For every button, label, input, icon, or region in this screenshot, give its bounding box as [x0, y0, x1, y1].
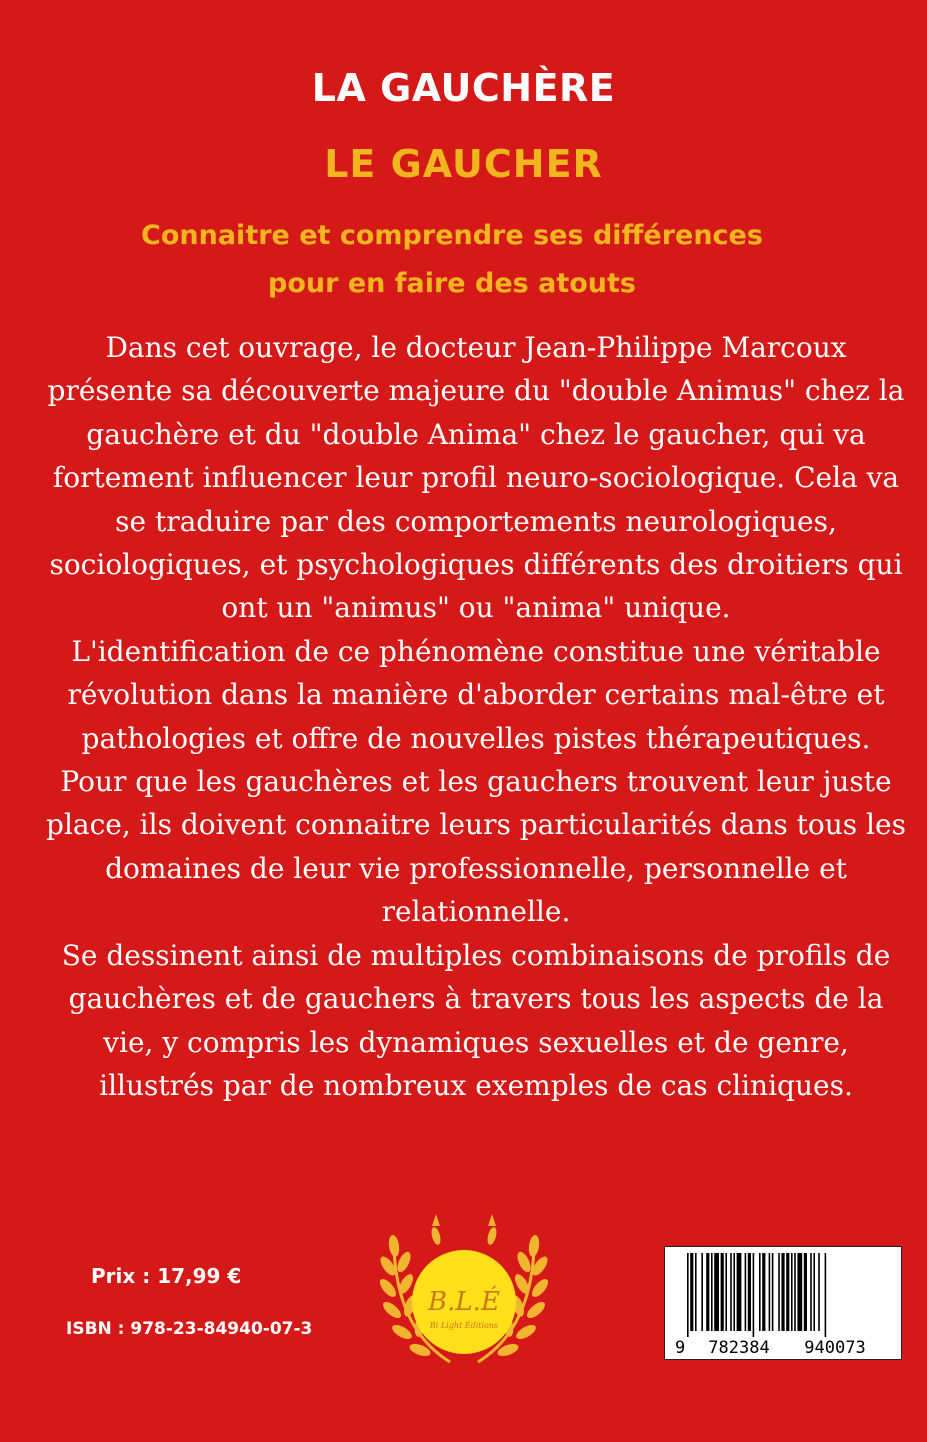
tagline-line-2: pour en faire des atouts [268, 268, 636, 299]
barcode-bar [813, 1253, 815, 1331]
barcode-bar [778, 1253, 780, 1331]
barcode-bar [804, 1253, 807, 1331]
barcode-bar [825, 1253, 827, 1337]
barcode-bar [687, 1253, 689, 1337]
tagline [0, 212, 927, 308]
barcode-bar [695, 1253, 697, 1331]
barcode-bar [753, 1253, 755, 1337]
barcode-bar [781, 1253, 784, 1331]
barcode-bar [714, 1253, 719, 1331]
book-title: LA GAUCHÈRE [311, 66, 616, 110]
description-paragraph-1: Dans cet ouvrage, le docteur Jean-Philippe Marcoux présente sa découverte majeure du "double Animus" chez la gauchère et du "double Anima" chez le gaucher, qui va fortement influencer leur profil neuro-sociologique. Cela va se traduire par des comportements neurologiques, sociologiques, et psychologiques différents des droitiers qui ont un "animus" ou "anima" unique. [47, 331, 905, 625]
barcode-bar [730, 1253, 732, 1331]
barcode-bar [701, 1253, 703, 1331]
barcode-bar [772, 1253, 774, 1331]
barcode-bar [690, 1253, 693, 1331]
barcode-icon [665, 1247, 901, 1359]
isbn-label: ISBN : 978-23-84940-07-3 [66, 1319, 313, 1339]
barcode-bar [711, 1253, 713, 1331]
description [44, 326, 908, 1107]
barcode [664, 1246, 902, 1360]
tagline-line-1: Connaitre et comprendre ses différences [141, 220, 763, 251]
barcode-bar [733, 1253, 735, 1331]
price-label: Prix : 17,99 € [91, 1264, 242, 1288]
barcode-bar [745, 1253, 747, 1331]
barcode-bar [737, 1253, 742, 1331]
barcode-bar [769, 1253, 771, 1331]
barcode-bar [748, 1253, 751, 1331]
description-paragraph-3: Pour que les gauchères et les gauchers trouvent leur juste place, ils doivent connaitre leurs particularités dans tous les domaines de leur vie professionnelle, personnelle et relationnelle. [46, 765, 906, 929]
barcode-digits-right: 940073 [804, 1338, 866, 1358]
wheat-wreath-logo-icon [380, 1210, 548, 1370]
barcode-bar [786, 1253, 789, 1331]
description-paragraph-4: Se dessinent ainsi de multiples combinaisons de profils de gauchères et de gauchers à travers tous les aspects de la vie, y compris les dynamiques sexuelles et de genre, illustrés par de nombreux exemples de cas cliniques. [61, 938, 891, 1102]
barcode-bar [794, 1253, 796, 1331]
barcode-bar [818, 1253, 820, 1331]
barcode-bar [706, 1253, 709, 1331]
barcode-first-digit: 9 [675, 1338, 686, 1358]
barcode-bar [721, 1253, 724, 1331]
barcode-digits-left: 782384 [708, 1338, 770, 1358]
book-subtitle: LE GAUCHER [324, 142, 603, 186]
barcode-bar [797, 1253, 802, 1331]
barcode-bar [759, 1253, 761, 1331]
description-paragraph-2: L'identification de ce phénomène constitue une véritable révolution dans la manière d'aborder certains mal-être et pathologies et offre de nouvelles pistes thérapeutiques. [67, 634, 885, 755]
logo-initials: B.L.É [428, 1287, 500, 1317]
publisher-logo [380, 1210, 548, 1370]
barcode-bar [725, 1253, 727, 1331]
barcode-bar [810, 1253, 812, 1331]
logo-publisher-name: Bi Light Éditions [429, 1321, 499, 1330]
barcode-bar [791, 1253, 793, 1331]
barcode-bar [762, 1253, 765, 1331]
